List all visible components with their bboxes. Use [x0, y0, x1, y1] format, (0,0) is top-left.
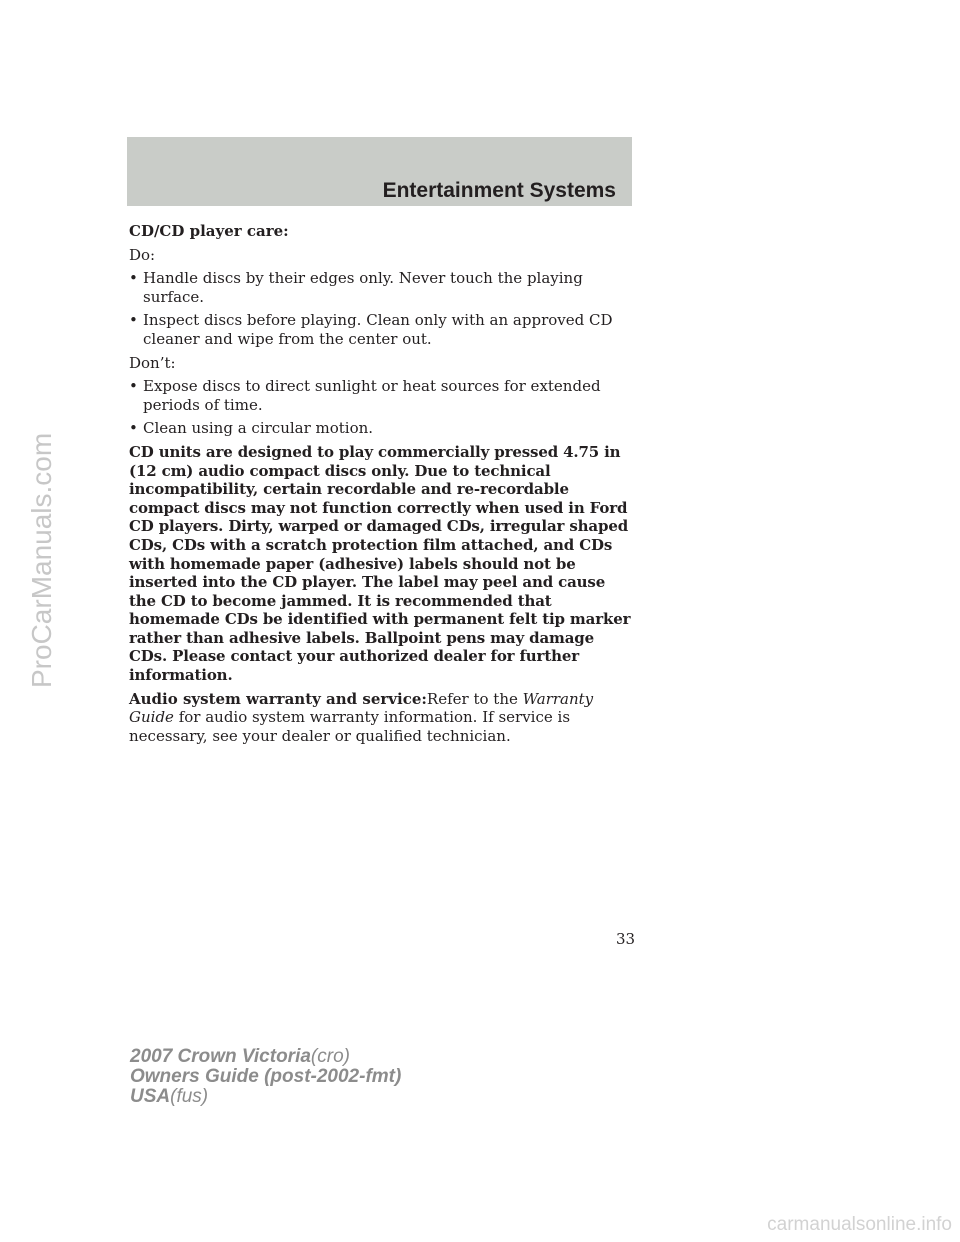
dont-item-text: Clean using a circular motion. [143, 419, 374, 438]
footer-guide: Owners Guide (post-2002-fmt) [130, 1066, 402, 1087]
dont-label: Don’t: [129, 353, 176, 372]
warranty-text-before: Refer to the [426, 689, 518, 708]
footer-line-model [130, 1047, 401, 1067]
warranty-guide-title: Warranty Guide [129, 689, 594, 727]
do-item-text: Handle discs by their edges only. Never touch the playing surface. [143, 269, 583, 306]
footer-line-region [130, 1087, 401, 1107]
care-heading: CD/CD player care: [129, 222, 289, 240]
page-number: 33 [616, 930, 636, 948]
side-watermark: ProCarManuals.com [26, 432, 57, 688]
warranty-text-after: for audio system warranty information. If service is necessary, see your dealer or qualified technician. [129, 708, 571, 745]
warranty-paragraph [129, 690, 634, 746]
list-item [129, 377, 634, 414]
list-item [129, 419, 634, 438]
dont-list [129, 377, 634, 438]
section-header-band [127, 137, 632, 206]
warranty-heading: Audio system warranty and service: [129, 689, 427, 708]
footer-line-guide [130, 1067, 401, 1087]
page-content [129, 222, 634, 750]
bullet-icon: • [129, 377, 138, 396]
do-list [129, 269, 634, 348]
bottom-watermark: carmanualsonline.info [767, 1214, 952, 1235]
do-label: Do: [129, 245, 156, 264]
footer-model-code: (cro) [310, 1046, 350, 1067]
bullet-icon: • [129, 419, 138, 438]
bullet-icon: • [129, 311, 138, 330]
cd-units-notice: CD units are designed to play commercially pressed 4.75 in (12 cm) audio compact discs only. Due to technical incompatibility, certain recordable and re-recordable compact discs may not function correctly when used in Ford CD players. Dirty, warped or damaged CDs, irregular shaped CDs, CDs with a scratch protection film attached, and CDs with homemade paper (adhesive) labels should not be inserted into the CD player. The label may peel and cause the CD to become jammed. It is recommended that homemade CDs be identified with permanent felt tip marker rather than adhesive labels. Ballpoint pens may damage CDs. Please contact your authorized dealer for further information. [129, 442, 631, 685]
do-item-text: Inspect discs before playing. Clean only with an approved CD cleaner and wipe from the center out. [143, 311, 613, 348]
section-title: Entertainment Systems [382, 179, 616, 202]
bullet-icon: • [129, 269, 138, 288]
dont-item-text: Expose discs to direct sunlight or heat sources for extended periods of time. [143, 377, 601, 414]
footer-region-code: (fus) [170, 1086, 209, 1107]
list-item [129, 269, 634, 306]
footer-region: USA [130, 1086, 171, 1107]
list-item [129, 311, 634, 348]
footer-model: 2007 Crown Victoria [130, 1046, 311, 1067]
document-footer [130, 1047, 401, 1107]
